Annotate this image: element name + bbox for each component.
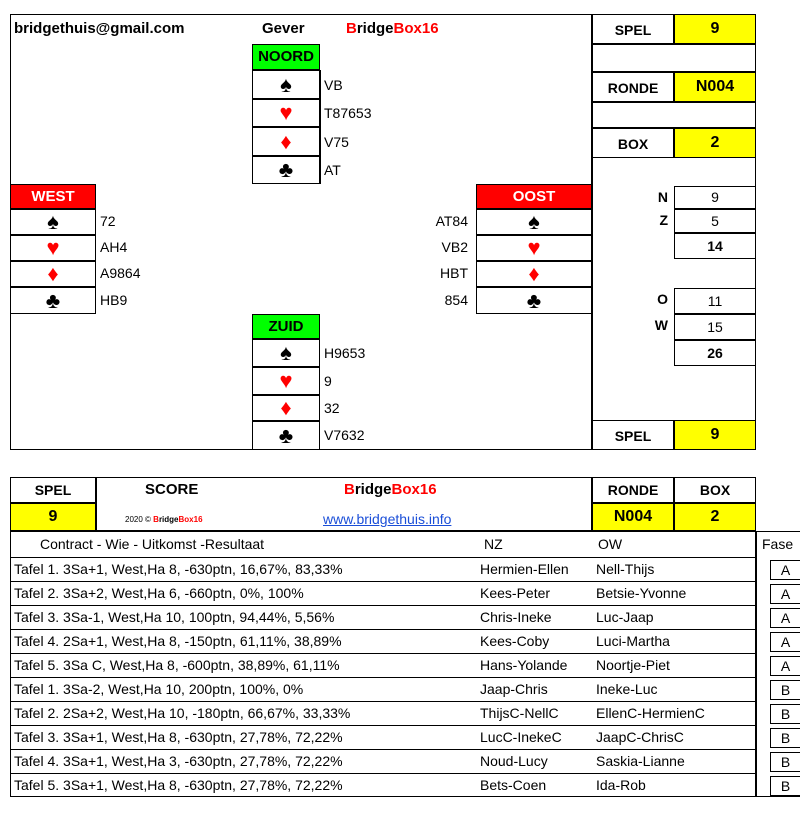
copyright-text bbox=[125, 515, 203, 524]
spel-spacer bbox=[592, 44, 756, 72]
east-spades: AT84 bbox=[435, 213, 468, 229]
row-fase: A bbox=[770, 560, 800, 580]
copyright-year: 2020 © bbox=[125, 515, 151, 524]
box-label: BOX bbox=[592, 128, 674, 158]
row-fase: B bbox=[770, 704, 800, 724]
east-hearts: VB2 bbox=[441, 239, 468, 255]
score-brand-ridge: ridge bbox=[354, 481, 392, 498]
score-spel-value: 9 bbox=[10, 503, 96, 531]
row-nz: Jaap-Chris bbox=[480, 681, 548, 697]
hcp-o-value: 11 bbox=[674, 288, 756, 314]
hcp-n-value: 9 bbox=[674, 186, 756, 209]
south-spade-icon: ♠ bbox=[252, 339, 320, 367]
west-heart-icon: ♥ bbox=[10, 235, 96, 261]
hcp-n-label: N bbox=[657, 189, 668, 205]
north-spade-icon: ♠ bbox=[252, 70, 320, 99]
brand-b: B bbox=[346, 20, 357, 37]
brand-box16: Box16 bbox=[393, 20, 439, 37]
south-hearts: 9 bbox=[324, 373, 332, 389]
east-heart-icon: ♥ bbox=[476, 235, 592, 261]
hcp-nz-total: 14 bbox=[674, 233, 756, 259]
north-title: NOORD bbox=[252, 44, 320, 70]
score-brand-box16: Box16 bbox=[391, 481, 437, 498]
row-contract: Tafel 5. 3Sa+1, West,Ha 8, -630ptn, 27,78%, 72,22% bbox=[14, 777, 343, 793]
south-diamond-icon: ♦ bbox=[252, 395, 320, 421]
row-nz: Hans-Yolande bbox=[480, 657, 568, 673]
west-spades: 72 bbox=[100, 213, 116, 229]
copyright-brand-box16: Box16 bbox=[178, 515, 203, 524]
score-ronde-value: N004 bbox=[592, 503, 674, 531]
row-ow: Ida-Rob bbox=[596, 777, 646, 793]
row-ow: Betsie-Yvonne bbox=[596, 585, 687, 601]
spel-label: SPEL bbox=[592, 14, 674, 44]
row-contract: Tafel 2. 2Sa+2, West,Ha 10, -180ptn, 66,67%, 33,33% bbox=[14, 705, 351, 721]
col-header-fase: Fase bbox=[762, 536, 794, 552]
row-fase: A bbox=[770, 656, 800, 676]
col-header-ow: OW bbox=[598, 536, 623, 552]
row-contract: Tafel 1. 3Sa+1, West,Ha 8, -630ptn, 16,67%, 83,33% bbox=[14, 561, 343, 577]
west-title: WEST bbox=[10, 184, 96, 209]
row-contract: Tafel 3. 3Sa-1, West,Ha 10, 100ptn, 94,44%, 5,56% bbox=[14, 609, 335, 625]
score-ronde-label: RONDE bbox=[592, 477, 674, 503]
score-label: SCORE bbox=[145, 481, 199, 498]
row-ow: Luci-Martha bbox=[596, 633, 670, 649]
score-spel-label: SPEL bbox=[10, 477, 96, 503]
row-fase: B bbox=[770, 680, 800, 700]
copyright-brand-b: B bbox=[153, 515, 159, 524]
hcp-w-label: W bbox=[654, 317, 668, 333]
east-clubs: 854 bbox=[444, 292, 468, 308]
south-spades: H9653 bbox=[324, 345, 366, 361]
east-spade-icon: ♠ bbox=[476, 209, 592, 235]
row-nz: Noud-Lucy bbox=[480, 753, 548, 769]
ronde-spacer bbox=[592, 102, 756, 128]
row-ow: Saskia-Lianne bbox=[596, 753, 685, 769]
row-fase: B bbox=[770, 728, 800, 748]
row-ow: Luc-Jaap bbox=[596, 609, 654, 625]
dealer-label: Gever bbox=[262, 20, 305, 37]
north-hearts: T87653 bbox=[324, 105, 372, 121]
score-box-label: BOX bbox=[674, 477, 756, 503]
row-ow: Nell-Thijs bbox=[596, 561, 655, 577]
west-club-icon: ♣ bbox=[10, 287, 96, 314]
row-fase: B bbox=[770, 776, 800, 796]
row-nz: Kees-Coby bbox=[480, 633, 550, 649]
east-diamonds: HBT bbox=[440, 265, 468, 281]
row-ow: EllenC-HermienC bbox=[596, 705, 705, 721]
north-spades: VB bbox=[324, 77, 343, 93]
south-club-icon: ♣ bbox=[252, 421, 320, 450]
row-nz: Chris-Ineke bbox=[480, 609, 552, 625]
row-ow: Noortje-Piet bbox=[596, 657, 670, 673]
north-clubs: AT bbox=[324, 162, 341, 178]
score-box-value: 2 bbox=[674, 503, 756, 531]
hcp-o-label: O bbox=[657, 291, 668, 307]
score-brand-logo bbox=[344, 481, 437, 498]
row-fase: A bbox=[770, 584, 800, 604]
west-spade-icon: ♠ bbox=[10, 209, 96, 235]
south-diamonds: 32 bbox=[324, 400, 340, 416]
west-hearts: AH4 bbox=[100, 239, 128, 255]
west-diamond-icon: ♦ bbox=[10, 261, 96, 287]
spel-bottom-value: 9 bbox=[674, 420, 756, 450]
ronde-label: RONDE bbox=[592, 72, 674, 102]
row-fase: A bbox=[770, 632, 800, 652]
row-contract: Tafel 4. 3Sa+1, West,Ha 3, -630ptn, 27,78%, 72,22% bbox=[14, 753, 343, 769]
row-ow: Ineke-Luc bbox=[596, 681, 658, 697]
row-nz: Hermien-Ellen bbox=[480, 561, 569, 577]
hcp-w-value: 15 bbox=[674, 314, 756, 340]
row-ow: JaapC-ChrisC bbox=[596, 729, 684, 745]
row-contract: Tafel 2. 3Sa+2, West,Ha 6, -660ptn, 0%, 100% bbox=[14, 585, 304, 601]
row-nz: LucC-InekeC bbox=[480, 729, 562, 745]
row-fase: B bbox=[770, 752, 800, 772]
spel-bottom-label: SPEL bbox=[592, 420, 674, 450]
row-nz: Kees-Peter bbox=[480, 585, 551, 601]
ronde-value: N004 bbox=[674, 72, 756, 102]
hcp-z-value: 5 bbox=[674, 209, 756, 233]
east-diamond-icon: ♦ bbox=[476, 261, 592, 287]
south-clubs: V7632 bbox=[324, 427, 365, 443]
row-fase: A bbox=[770, 608, 800, 628]
score-brand-b: B bbox=[344, 481, 355, 498]
north-heart-icon: ♥ bbox=[252, 99, 320, 127]
row-contract: Tafel 1. 3Sa-2, West,Ha 10, 200ptn, 100%, 0% bbox=[14, 681, 304, 697]
copyright-brand-ridge: ridge bbox=[158, 515, 179, 524]
col-header-contract: Contract - Wie - Uitkomst -Resultaat bbox=[40, 536, 265, 552]
west-diamonds: A9864 bbox=[100, 265, 141, 281]
row-contract: Tafel 5. 3Sa C, West,Ha 8, -600ptn, 38,89%, 61,11% bbox=[14, 657, 340, 673]
hcp-z-label: Z bbox=[659, 212, 668, 228]
north-diamond-icon: ♦ bbox=[252, 127, 320, 156]
south-heart-icon: ♥ bbox=[252, 367, 320, 395]
hcp-ow-total: 26 bbox=[674, 340, 756, 366]
email-text: bridgethuis@gmail.com bbox=[14, 20, 185, 37]
brand-logo bbox=[346, 20, 439, 37]
brand-ridge: ridge bbox=[356, 20, 394, 37]
west-clubs: HB9 bbox=[100, 292, 128, 308]
north-club-icon: ♣ bbox=[252, 156, 320, 184]
box-value: 2 bbox=[674, 128, 756, 158]
spel-value: 9 bbox=[674, 14, 756, 44]
row-nz: ThijsC-NellC bbox=[480, 705, 559, 721]
col-header-nz: NZ bbox=[484, 536, 503, 552]
row-contract: Tafel 4. 2Sa+1, West,Ha 8, -150ptn, 61,11%, 38,89% bbox=[14, 633, 342, 649]
website-link[interactable]: www.bridgethuis.info bbox=[323, 511, 452, 527]
row-contract: Tafel 3. 3Sa+1, West,Ha 8, -630ptn, 27,78%, 72,22% bbox=[14, 729, 343, 745]
east-club-icon: ♣ bbox=[476, 287, 592, 314]
south-title: ZUID bbox=[252, 314, 320, 339]
north-diamonds: V75 bbox=[324, 134, 349, 150]
row-nz: Bets-Coen bbox=[480, 777, 547, 793]
east-title: OOST bbox=[476, 184, 592, 209]
